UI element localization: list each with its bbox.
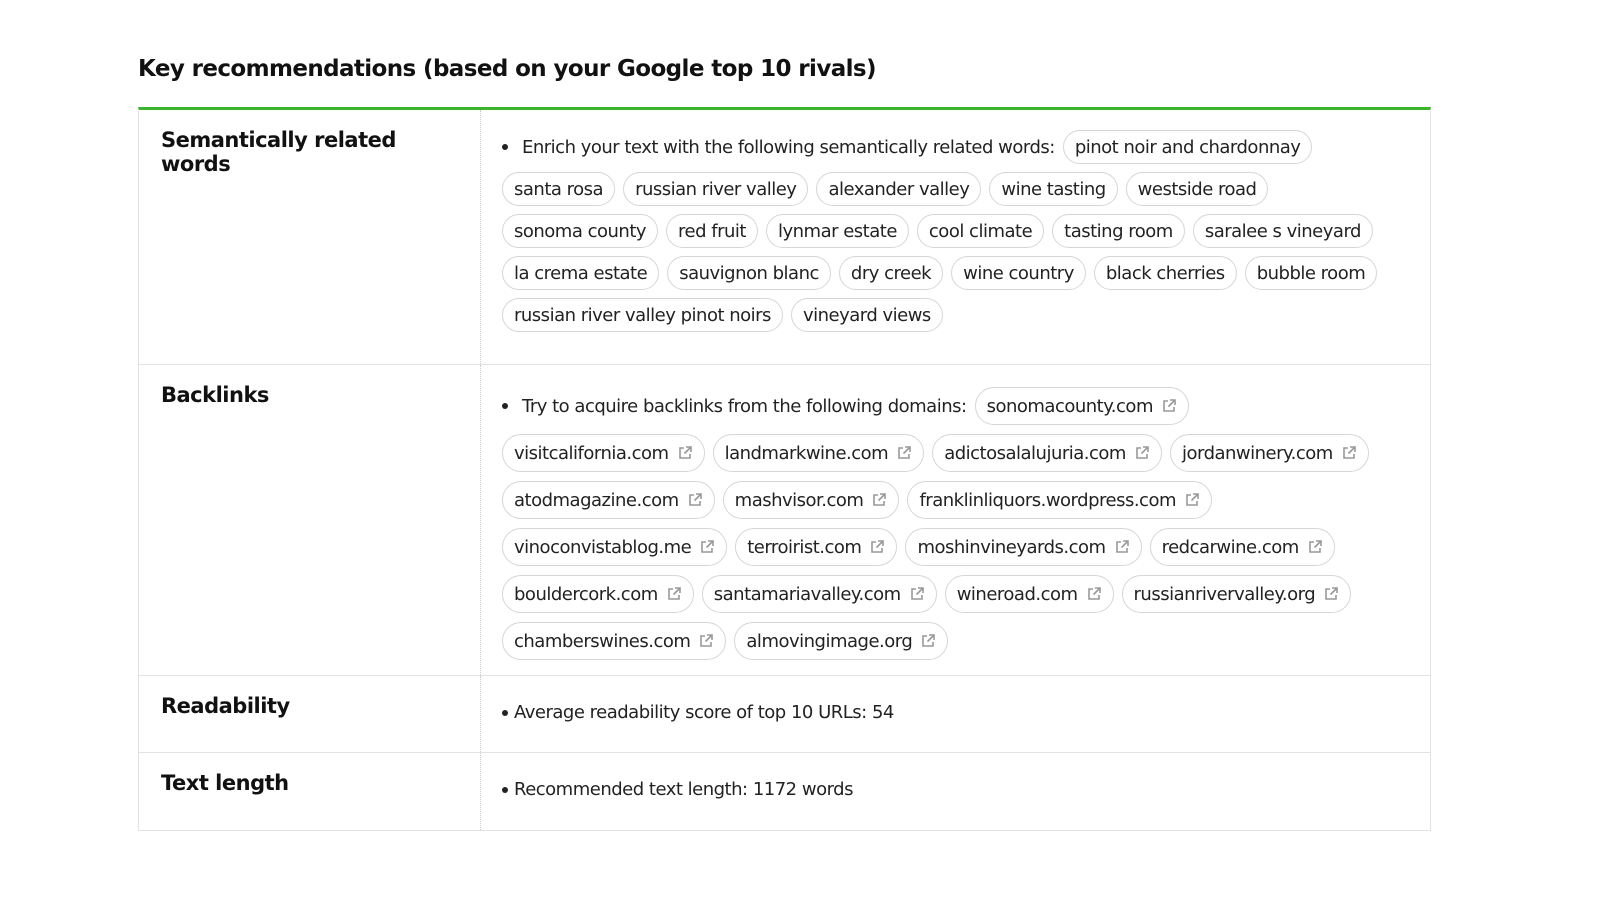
- keyword-chip[interactable]: [1052, 214, 1185, 248]
- keyword-chip[interactable]: [502, 298, 783, 332]
- domain-label: moshinvineyards.com: [917, 536, 1106, 558]
- keyword-label: santa rosa: [514, 178, 604, 200]
- keyword-chip[interactable]: [502, 256, 659, 290]
- external-link-icon: [920, 633, 936, 649]
- keyword-label: lynmar estate: [777, 220, 897, 242]
- domain-link[interactable]: [1150, 528, 1335, 566]
- keyword-label: wine tasting: [1001, 178, 1106, 200]
- readability-value: 54: [871, 702, 894, 723]
- chip-line: [502, 622, 1408, 660]
- row-label: Text length: [139, 753, 481, 830]
- domain-label: adictosalalujuria.com: [944, 442, 1126, 464]
- external-link-icon: [699, 539, 715, 555]
- keyword-chip[interactable]: [1094, 256, 1237, 290]
- bullet-icon: [502, 710, 508, 716]
- chip-line: [502, 575, 1408, 613]
- external-link-icon: [871, 492, 887, 508]
- domain-link[interactable]: [945, 575, 1114, 613]
- domain-link[interactable]: [713, 434, 925, 472]
- chip-line: [502, 130, 1408, 164]
- keyword-label: saralee s vineyard: [1204, 220, 1361, 242]
- keyword-label: red fruit: [678, 220, 746, 242]
- row-backlinks: [139, 365, 1430, 676]
- row-label: Semantically related words: [139, 110, 481, 364]
- domain-label: russianrivervalley.org: [1133, 583, 1316, 605]
- external-link-icon: [1307, 539, 1323, 555]
- domain-label: mashvisor.com: [734, 489, 864, 511]
- domain-link[interactable]: [1170, 434, 1369, 472]
- domain-link[interactable]: [502, 622, 726, 660]
- keyword-chip[interactable]: [667, 256, 831, 290]
- external-link-icon: [909, 586, 925, 602]
- row-semantic: [139, 110, 1430, 365]
- domain-link[interactable]: [905, 528, 1141, 566]
- keyword-label: la crema estate: [514, 262, 648, 284]
- keyword-label: wine country: [963, 262, 1074, 284]
- keyword-label: black cherries: [1105, 262, 1225, 284]
- keyword-label: tasting room: [1064, 220, 1173, 242]
- keyword-chip[interactable]: [1245, 256, 1378, 290]
- keyword-chip[interactable]: [666, 214, 758, 248]
- row-label: Backlinks: [139, 365, 481, 675]
- keyword-chip[interactable]: [502, 172, 615, 206]
- intro-text: Try to acquire backlinks from the following domains:: [522, 395, 967, 417]
- external-link-icon: [677, 445, 693, 461]
- chip-line: [502, 172, 1408, 206]
- keyword-chip[interactable]: [1193, 214, 1373, 248]
- external-link-icon: [1161, 398, 1177, 414]
- domain-link[interactable]: [975, 387, 1189, 425]
- domain-label: terroirist.com: [747, 536, 862, 558]
- domain-label: wineroad.com: [956, 583, 1078, 605]
- domain-link[interactable]: [502, 481, 715, 519]
- chip-line: [502, 256, 1408, 290]
- domain-label: chamberswines.com: [514, 630, 691, 652]
- readability-text: Average readability score of top 10 URLs:: [514, 702, 867, 723]
- domain-link[interactable]: [502, 528, 727, 566]
- external-link-icon: [666, 586, 682, 602]
- keyword-label: russian river valley pinot noirs: [514, 304, 771, 326]
- semantic-words: [481, 110, 1430, 364]
- external-link-icon: [1323, 586, 1339, 602]
- chip-line: [502, 214, 1408, 248]
- domain-link[interactable]: [702, 575, 937, 613]
- chip-line: [502, 434, 1408, 472]
- domain-link[interactable]: [723, 481, 900, 519]
- domain-label: sonomacounty.com: [986, 395, 1153, 417]
- row-readability: [139, 676, 1430, 753]
- domain-link[interactable]: [502, 575, 694, 613]
- external-link-icon: [698, 633, 714, 649]
- row-label: Readability: [139, 676, 481, 752]
- domain-link[interactable]: [1122, 575, 1352, 613]
- keyword-label: sonoma county: [514, 220, 647, 242]
- external-link-icon: [1086, 586, 1102, 602]
- keyword-label: westside road: [1137, 178, 1257, 200]
- domain-link[interactable]: [734, 622, 948, 660]
- domain-label: franklinliquors.wordpress.com: [919, 489, 1176, 511]
- domain-label: redcarwine.com: [1161, 536, 1299, 558]
- backlink-domains: [481, 365, 1430, 675]
- bullet-icon: [502, 787, 508, 793]
- external-link-icon: [1114, 539, 1130, 555]
- keyword-chip[interactable]: [1126, 172, 1269, 206]
- keyword-label: vineyard views: [802, 304, 931, 326]
- bullet-icon: [502, 403, 508, 409]
- keyword-label: sauvignon blanc: [679, 262, 819, 284]
- domain-label: visitcalifornia.com: [514, 442, 669, 464]
- keyword-chip[interactable]: [791, 298, 943, 332]
- domain-label: landmarkwine.com: [724, 442, 889, 464]
- chip-line: [502, 528, 1408, 566]
- keyword-chip[interactable]: [951, 256, 1086, 290]
- keyword-chip[interactable]: [502, 214, 658, 248]
- keyword-chip[interactable]: [816, 172, 981, 206]
- keyword-chip[interactable]: [766, 214, 909, 248]
- domain-label: vinoconvistablog.me: [514, 536, 692, 558]
- external-link-icon: [687, 492, 703, 508]
- keyword-chip[interactable]: [917, 214, 1044, 248]
- domain-link[interactable]: [932, 434, 1162, 472]
- chip-line: [502, 298, 1408, 332]
- domain-label: santamariavalley.com: [713, 583, 901, 605]
- external-link-icon: [869, 539, 885, 555]
- keyword-label: russian river valley: [635, 178, 797, 200]
- external-link-icon: [1341, 445, 1357, 461]
- domain-label: jordanwinery.com: [1181, 442, 1333, 464]
- keyword-chip[interactable]: [839, 256, 943, 290]
- domain-link[interactable]: [735, 528, 897, 566]
- text-length-text: Recommended text length:: [514, 779, 748, 800]
- chip-line: [502, 387, 1408, 425]
- keyword-chip[interactable]: [989, 172, 1117, 206]
- keyword-label: pinot noir and chardonnay: [1074, 136, 1301, 158]
- recommendations-table: [138, 107, 1431, 831]
- text-length-value: 1172 words: [752, 779, 853, 800]
- chip-line: [502, 481, 1408, 519]
- domain-link[interactable]: [502, 434, 705, 472]
- domain-link[interactable]: [907, 481, 1212, 519]
- keyword-chip[interactable]: [1063, 130, 1313, 164]
- page-title: Key recommendations (based on your Google top 10 rivals): [138, 56, 876, 82]
- domain-label: atodmagazine.com: [514, 489, 679, 511]
- keyword-label: dry creek: [850, 262, 932, 284]
- bullet-icon: [502, 144, 508, 150]
- external-link-icon: [1134, 445, 1150, 461]
- external-link-icon: [896, 445, 912, 461]
- row-text-length: [139, 753, 1430, 830]
- external-link-icon: [1184, 492, 1200, 508]
- domain-label: almovingimage.org: [746, 630, 913, 652]
- keyword-chip[interactable]: [623, 172, 808, 206]
- domain-label: bouldercork.com: [514, 583, 658, 605]
- keyword-label: bubble room: [1256, 262, 1366, 284]
- intro-text: Enrich your text with the following semantically related words:: [522, 136, 1055, 158]
- keyword-label: cool climate: [928, 220, 1033, 242]
- keyword-label: alexander valley: [828, 178, 970, 200]
